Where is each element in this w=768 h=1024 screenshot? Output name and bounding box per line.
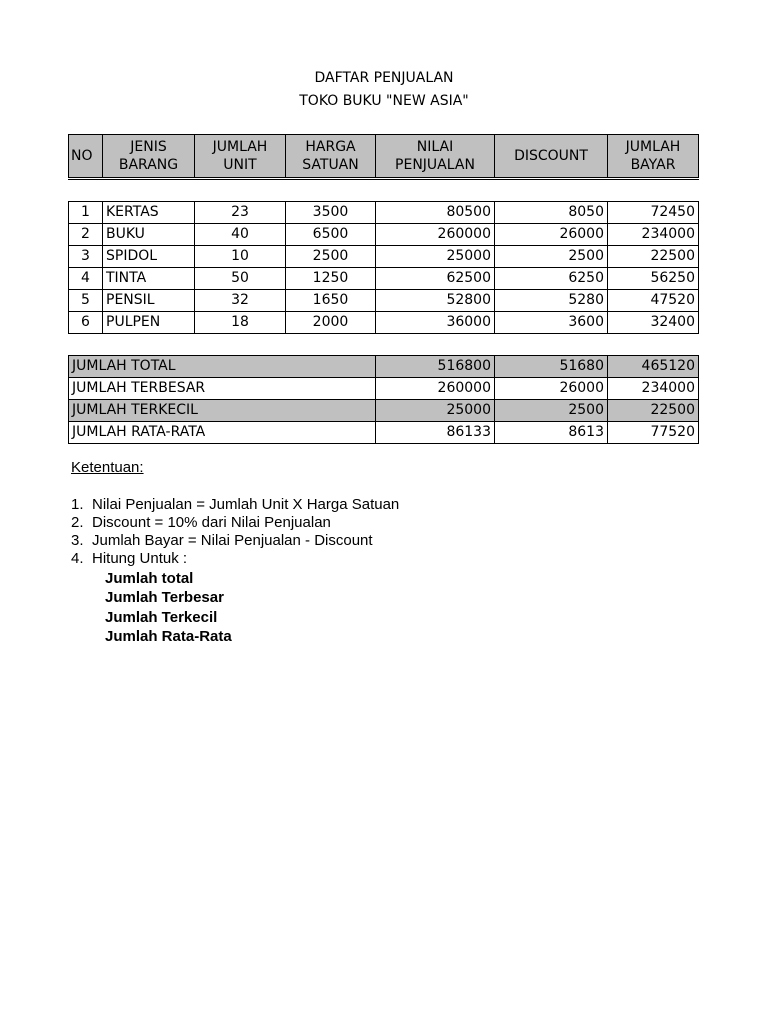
cell-discount: 2500 bbox=[495, 246, 608, 268]
cell-harga: 2000 bbox=[286, 312, 376, 334]
cell-nilai: 62500 bbox=[376, 268, 495, 290]
notes-heading: Ketentuan: bbox=[71, 459, 144, 476]
cell-barang: TINTA bbox=[103, 268, 195, 290]
note-item: 3. Jumlah Bayar = Nilai Penjualan - Discount bbox=[71, 532, 373, 549]
cell-harga: 2500 bbox=[286, 246, 376, 268]
cell-barang: SPIDOL bbox=[103, 246, 195, 268]
cell-bayar: 56250 bbox=[608, 268, 699, 290]
cell-unit: 23 bbox=[195, 202, 286, 224]
note-item: 1. Nilai Penjualan = Jumlah Unit X Harga Satuan bbox=[71, 496, 400, 513]
cell-barang: PULPEN bbox=[103, 312, 195, 334]
summary-nilai: 25000 bbox=[376, 400, 495, 422]
table-row bbox=[69, 268, 699, 290]
cell-bayar: 234000 bbox=[608, 224, 699, 246]
cell-barang: KERTAS bbox=[103, 202, 195, 224]
summary-bayar: 234000 bbox=[608, 378, 699, 400]
note-sub-item: Jumlah Rata-Rata bbox=[105, 628, 232, 645]
table-row bbox=[69, 312, 699, 334]
note-sub-item: Jumlah Terkecil bbox=[105, 609, 218, 626]
cell-barang: BUKU bbox=[103, 224, 195, 246]
cell-bayar: 22500 bbox=[608, 246, 699, 268]
header-no: NO bbox=[69, 135, 103, 179]
table-row bbox=[69, 224, 699, 246]
cell-discount: 6250 bbox=[495, 268, 608, 290]
summary-label: JUMLAH TOTAL bbox=[69, 356, 376, 378]
summary-discount: 2500 bbox=[495, 400, 608, 422]
table-row bbox=[69, 246, 699, 268]
cell-harga: 6500 bbox=[286, 224, 376, 246]
summary-discount: 8613 bbox=[495, 422, 608, 444]
summary-bayar: 77520 bbox=[608, 422, 699, 444]
summary-row bbox=[69, 400, 699, 422]
cell-harga: 3500 bbox=[286, 202, 376, 224]
summary-discount: 26000 bbox=[495, 378, 608, 400]
cell-discount: 8050 bbox=[495, 202, 608, 224]
cell-unit: 32 bbox=[195, 290, 286, 312]
table-row bbox=[69, 202, 699, 224]
table-row bbox=[69, 290, 699, 312]
summary-label: JUMLAH RATA-RATA bbox=[69, 422, 376, 444]
cell-discount: 3600 bbox=[495, 312, 608, 334]
cell-nilai: 80500 bbox=[376, 202, 495, 224]
cell-no: 5 bbox=[69, 290, 103, 312]
summary-bayar: 465120 bbox=[608, 356, 699, 378]
cell-harga: 1650 bbox=[286, 290, 376, 312]
cell-nilai: 25000 bbox=[376, 246, 495, 268]
cell-no: 2 bbox=[69, 224, 103, 246]
cell-unit: 10 bbox=[195, 246, 286, 268]
summary-label: JUMLAH TERBESAR bbox=[69, 378, 376, 400]
cell-no: 4 bbox=[69, 268, 103, 290]
cell-nilai: 260000 bbox=[376, 224, 495, 246]
page-title: DAFTAR PENJUALAN bbox=[314, 70, 454, 86]
cell-harga: 1250 bbox=[286, 268, 376, 290]
cell-discount: 26000 bbox=[495, 224, 608, 246]
cell-bayar: 47520 bbox=[608, 290, 699, 312]
summary-nilai: 516800 bbox=[376, 356, 495, 378]
note-sub-item: Jumlah Terbesar bbox=[105, 589, 224, 606]
summary-row bbox=[69, 356, 699, 378]
header-jenis-barang: JENIS BARANG bbox=[103, 135, 195, 179]
header-harga-satuan: HARGA SATUAN bbox=[286, 135, 376, 179]
note-sub-item: Jumlah total bbox=[105, 570, 194, 587]
summary-label: JUMLAH TERKECIL bbox=[69, 400, 376, 422]
cell-barang: PENSIL bbox=[103, 290, 195, 312]
cell-nilai: 36000 bbox=[376, 312, 495, 334]
summary-table bbox=[68, 355, 699, 444]
cell-unit: 50 bbox=[195, 268, 286, 290]
summary-discount: 51680 bbox=[495, 356, 608, 378]
sales-table bbox=[68, 201, 699, 334]
cell-discount: 5280 bbox=[495, 290, 608, 312]
cell-unit: 18 bbox=[195, 312, 286, 334]
summary-bayar: 22500 bbox=[608, 400, 699, 422]
summary-nilai: 86133 bbox=[376, 422, 495, 444]
header-jumlah-bayar: JUMLAH BAYAR bbox=[608, 135, 699, 179]
cell-nilai: 52800 bbox=[376, 290, 495, 312]
cell-bayar: 32400 bbox=[608, 312, 699, 334]
note-item: 4. Hitung Untuk : bbox=[71, 550, 188, 567]
summary-nilai: 260000 bbox=[376, 378, 495, 400]
header-table bbox=[68, 134, 699, 180]
header-nilai-penjualan: NILAI PENJUALAN bbox=[376, 135, 495, 179]
summary-row bbox=[69, 422, 699, 444]
cell-no: 1 bbox=[69, 202, 103, 224]
cell-no: 3 bbox=[69, 246, 103, 268]
header-jumlah-unit: JUMLAH UNIT bbox=[195, 135, 286, 179]
cell-unit: 40 bbox=[195, 224, 286, 246]
note-item: 2. Discount = 10% dari Nilai Penjualan bbox=[71, 514, 331, 531]
cell-bayar: 72450 bbox=[608, 202, 699, 224]
cell-no: 6 bbox=[69, 312, 103, 334]
summary-row bbox=[69, 378, 699, 400]
page-subtitle: TOKO BUKU "NEW ASIA" bbox=[299, 93, 469, 109]
header-discount: DISCOUNT bbox=[495, 135, 608, 179]
